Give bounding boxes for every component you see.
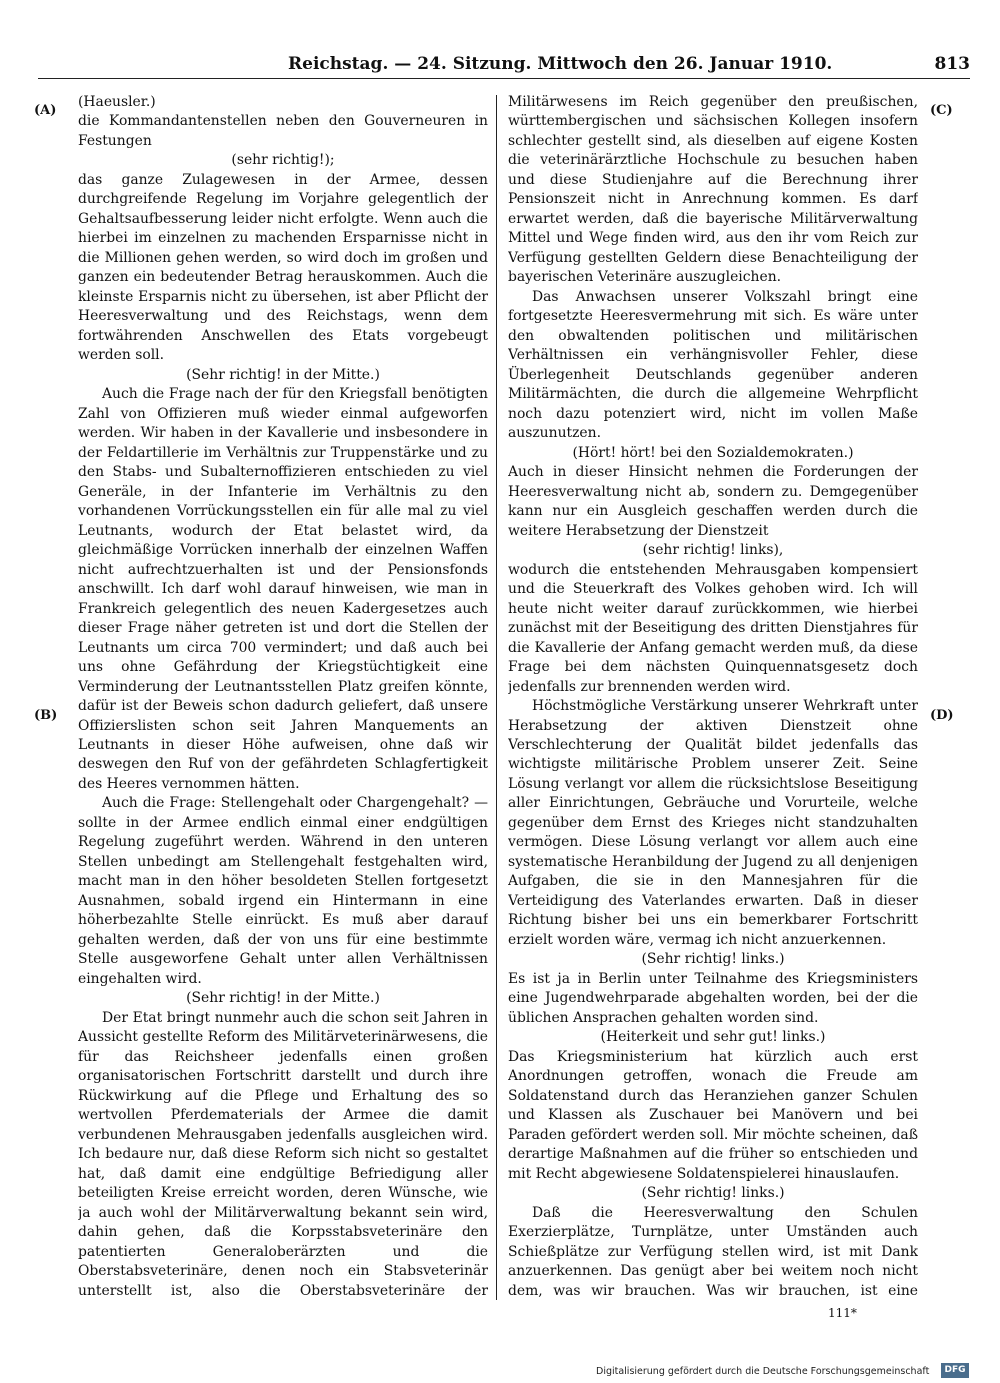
paragraph: Der Etat bringt nunmehr auch die schon seit Jahren in Aussicht gestellte Reform des Militärveterinärwesens, die für das Reichsheer jedenfalls einen großen organisatorischen Fortschritt darstellt und durch ihre Rückwirkung auf die Pflege und Erhaltung des so wertvollen Pferdematerials der Armee die damit verbundenen Mehrausgaben jedenfalls ausgleichen wird. Ich bedaure nur, daß diese Reform sich nicht so gestaltet hat, daß damit eine endgültige Befriedigung aller beteiligten Kreise erreicht worden, deren Wünsche, wie ja auch wohl der Militärverwaltung bekannt sein wird, dahin gehen, daß die Korpsstabsveterinäre den patentierten Generaloberärzten und die Oberstabsveterinäre, denen noch ein Stabsveterinär unterstellt ist, also die Oberstabsveterinäre der: [78, 1009, 488, 1299]
paragraph: Das Kriegsministerium hat kürzlich auch erst Anordnungen getroffen, wonach die Freude am Soldatenstand durch das Heranziehen ganzer Schulen und Klassen als Zuschauer bei Manövern und bei Paraden gefördert werden soll. Mir möchte scheinen, daß derartige Maßnahmen auf die früher so entschieden und mit Recht abgewiesene Soldatenspielerei hinauslaufen.: [508, 1048, 918, 1182]
paragraph: Es ist ja in Berlin unter Teilnahme des Kriegsministers eine Jugendwehrparade abgehalten worden, bei der die üblichen Ansprachen gehalten worden sind.: [508, 970, 918, 1026]
paragraph: die Kommandantenstellen neben den Gouverneuren in Festungen: [78, 113, 488, 149]
margin-marker-d: (D): [930, 708, 954, 723]
interjection: (Sehr richtig! in der Mitte.): [186, 366, 380, 383]
interjection: (sehr richtig!);: [231, 152, 335, 169]
sheet-signature: 111*: [828, 1306, 857, 1320]
paragraph: Auch die Frage: Stellengehalt oder Chargengehalt? — sollte in der Armee endlich einmal einer endgültigen Regelung zugeführt werden. Während in den unteren Stellen unbedingt am Stellengehalt festgehalten wird, macht man in den höher besoldeten Stellen fortgesetzt Ausnahmen, sobald irgend ein Hintermann in eine höherbezahlte Stelle einrückt. Es muß aber darauf gehalten werden, daß der von uns für eine bestimmte Stelle ausgeworfene Gehalt unter allen Verhältnissen eingehalten wird.: [78, 795, 488, 987]
paragraph: Höchstmögliche Verstärkung unserer Wehrkraft unter Herabsetzung der aktiven Dienstzeit ohne Verschlechterung der Qualität bildet jedenfalls das wichtigste militärische Problem unserer Zeit. Seine Lösung verlangt vor allem die rücksichtslose Beseitigung aller Einrichtungen, Gebräuche und Vorurteile, welche gegenüber dem Ernst des Krieges nicht standzuhalten vermögen. Diese Lösung verlangt vor allem auch eine systematische Heranbildung der Jugend zu all denjenigen Aufgaben, die sie in den Mannesjahren für die Verteidigung des Vaterlandes erwarten. Daß in dieser Richtung bisher bei uns ein bemerkbarer Fortschritt erzielt worden wäre, vermag ich nicht anzuerkennen.: [508, 698, 918, 948]
page-header: [38, 54, 970, 78]
header-title: Reichstag. — 24. Sitzung. Mittwoch den 26. Januar 1910.: [288, 54, 833, 74]
margin-marker-a: (A): [34, 103, 57, 118]
margin-marker-c: (C): [930, 103, 953, 118]
interjection: (Heiterkeit und sehr gut! links.): [600, 1029, 826, 1046]
digitization-credit: Digitalisierung gefördert durch die Deutsche Forschungsgemeinschaft: [596, 1366, 930, 1377]
paragraph: Auch die Frage nach der für den Kriegsfall benötigten Zahl von Offizieren muß wieder einmal aufgeworfen werden. Wir haben in der Kavallerie und insbesondere in der Feldartillerie im Verhältnis zur Truppenstärke und zu den Stabs- und Subalternoffizieren entschieden zu viel Generäle, in der Infanterie im Verhältnis zu den vorhandenen Vorrückungsstellen ein für alle mal zu viel Leutnants, wodurch der Etat belastet wird, da gleichmäßige Vorrücken innerhalb der einzelnen Waffen nicht aufrechtzuerhalten ist und der Pensionsfonds anschwillt. Ich darf wohl darauf hinweisen, wie man in Frankreich gelegentlich des neuen Kadergesetzes auch dieser Frage näher getreten ist und dort die Stellen der Leutnants um circa 700 vermindert; und daß auch bei uns ohne Gefährdung der Kriegstüchtigkeit eine Verminderung der Leutnantsstellen Platz greifen könnte, dafür ist der Beweis schon dadurch geliefert, daß unsere Offizierslisten schon seit Jahren Manquements an Leutnants in dieser Höhe aufweisen, ohne daß wir deswegen den Ruf von der gefährdeten Schlagfertigkeit des Heeres vernommen hätten.: [78, 386, 488, 792]
margin-marker-b: (B): [34, 708, 58, 723]
page-number: 813: [934, 54, 970, 74]
interjection: (sehr richtig! links),: [642, 542, 784, 559]
header-rule: [38, 78, 970, 79]
paragraph: Daß die Heeresverwaltung den Schulen Exerzierplätze, Turnplätze, unter Umständen auch Schießplätze zur Verfügung stellen wird, ist mit Dank anzuerkennen. Das genügt aber bei weitem noch nicht dem, was wir brauchen. Was wir brauchen, ist eine: [508, 1204, 918, 1299]
paragraph: Auch in dieser Hinsicht nehmen die Forderungen der Heeresverwaltung nicht ab, sondern zu. Demgegenüber kann nur ein Ausgleich geschaffen werden durch die weitere Herabsetzung der Dienstzeit: [508, 464, 918, 539]
paragraph: Militärwesens im Reich gegenüber den preußischen, württembergischen und sächsischen Kollegen insofern schlechter gestellt sind, als dieselben auf eigene Kosten die veterinärärztliche Hochschule zu besuchen haben und diese Studienjahre auf die Berechnung ihrer Pensionszeit nicht in Anrechnung kommen. Es darf erwartet werden, daß die bayerische Militärverwaltung Mittel und Wege finden wird, aus den ihr vom Reich zur Verfügung gestellten Geldern diese Benachteiligung der bayerischen Veterinäre auszugleichen.: [508, 94, 918, 286]
dfg-logo: DFG: [941, 1363, 969, 1378]
interjection: (Sehr richtig! links.): [641, 951, 785, 968]
paragraph: das ganze Zulagewesen in der Armee, dessen durchgreifende Regelung im Vorjahre gelegentlich der Gehaltsaufbesserung leider nicht erfolgte. Wenn auch die hierbei im einzelnen zu machenden Ersparnisse nicht in die Millionen gehen werden, so wird doch im großen und ganzen ein bedeutender Betrag herauskommen. Auch die kleinste Ersparnis nicht zu übersehen, ist aber Pflicht der Heeresverwaltung und des Reichstags, wenn dem fortwährenden Anschwellen des Etats vorgebeugt werden soll.: [78, 171, 488, 364]
interjection: (Sehr richtig! in der Mitte.): [186, 990, 380, 1007]
column-divider: [496, 95, 497, 1300]
right-column: [508, 93, 918, 1303]
speaker-name: (Haeusler.): [78, 94, 156, 110]
interjection: (Sehr richtig! links.): [641, 1185, 785, 1202]
paragraph: Das Anwachsen unserer Volkszahl bringt eine fortgesetzte Heeresvermehrung mit sich. Es wäre unter den obwaltenden politischen und militärischen Verhältnissen ein verhängnisvoller Fehler, diese Überlegenheit Deutschlands gegenüber anderen Militärmächten, die durch die allgemeine Wehrpflicht noch dazu potenziert wird, nicht im vollen Maße auszunutzen.: [508, 288, 918, 442]
interjection: (Hört! hört! bei den Sozialdemokraten.): [572, 444, 854, 461]
paragraph: wodurch die entstehenden Mehrausgaben kompensiert und die Steuerkraft des Volkes gehoben wird. Ich will heute nicht weiter darauf zurückkommen, wie hierbei zunächst mit der Beseitigung des dritten Dienstjahres für die Kavallerie der Anfang gemacht werden muß, da diese Frage bei dem nächsten Quinquennatsgesetz doch jedenfalls zur brennenden werden wird.: [508, 561, 918, 695]
left-column: [78, 93, 488, 1303]
